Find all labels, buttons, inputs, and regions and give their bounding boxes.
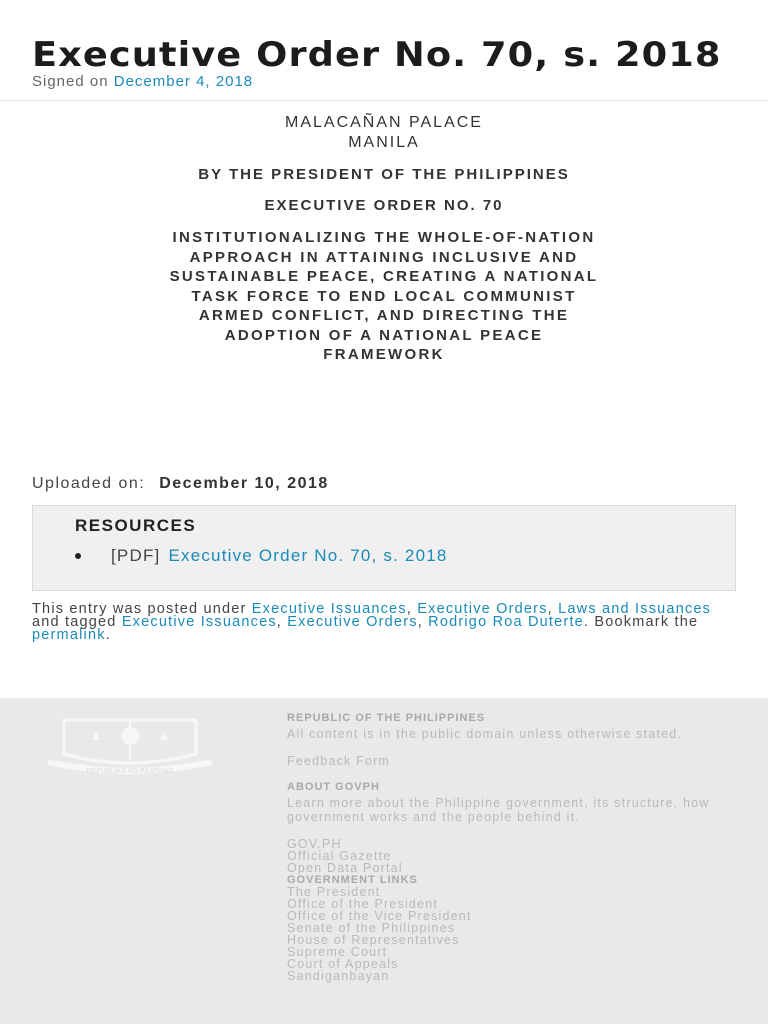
- tag-link[interactable]: Executive Issuances: [121, 613, 277, 630]
- uploaded-line: [0, 475, 768, 493]
- footer-links: [287, 712, 737, 982]
- footer-heading: REPUBLIC OF THE PHILIPPINES: [287, 712, 486, 724]
- gov-link[interactable]: Supreme Court: [287, 945, 388, 959]
- gov-link[interactable]: Senate of the Philippines: [287, 921, 456, 935]
- about-text: Learn more about the Philippine government, its structure, how government works and the people behind it.: [287, 796, 710, 824]
- posted-text: and tagged: [32, 613, 117, 630]
- gov-link[interactable]: The President: [287, 885, 381, 899]
- gov-link[interactable]: Court of Appeals: [287, 957, 399, 971]
- posted-text: This entry was posted under: [32, 600, 247, 617]
- eo-number: EXECUTIVE ORDER NO. 70: [264, 197, 504, 214]
- footer-link[interactable]: Official Gazette: [287, 849, 392, 863]
- eo-title-line: APPROACH IN ATTAINING INCLUSIVE AND: [189, 248, 579, 266]
- category-link[interactable]: Laws and Issuances: [558, 600, 712, 617]
- resources-box: [32, 505, 736, 591]
- eo-title: [32, 228, 736, 365]
- category-link[interactable]: Executive Issuances: [251, 600, 407, 617]
- site-footer: [0, 698, 768, 1024]
- public-domain-text: All content is in the public domain unless otherwise stated.: [287, 727, 683, 741]
- page-title: Executive Order No. 70, s. 2018: [32, 35, 722, 75]
- posted-text: . Bookmark the: [583, 613, 699, 630]
- signed-line: [32, 73, 736, 90]
- philippine-seal-icon: [46, 714, 214, 776]
- separator: .: [105, 626, 111, 643]
- footer-heading: ABOUT GOVPH: [287, 781, 380, 793]
- separator: ,: [547, 600, 553, 617]
- resource-item: [75, 546, 693, 566]
- feedback-link[interactable]: Feedback Form: [287, 754, 391, 768]
- footer-heading: GOVERNMENT LINKS: [287, 874, 418, 886]
- eo-title-line: INSTITUTIONALIZING THE WHOLE-OF-NATION: [172, 229, 596, 246]
- gov-link[interactable]: Office of the President: [287, 897, 439, 911]
- gov-link[interactable]: House of Representatives: [287, 933, 460, 947]
- resource-pdf-link[interactable]: Executive Order No. 70, s. 2018: [168, 545, 448, 565]
- post-meta: [0, 600, 768, 643]
- separator: ,: [417, 613, 423, 630]
- gov-link[interactable]: Sandiganbayan: [287, 969, 390, 983]
- eo-title-line: SUSTAINABLE PEACE, CREATING A NATIONAL: [169, 268, 599, 285]
- footer-link[interactable]: Open Data Portal: [287, 861, 403, 875]
- page-header: [0, 0, 768, 101]
- seal-text: REPUBLIKA NG PILIPINAS: [86, 768, 174, 775]
- tag-link[interactable]: Rodrigo Roa Duterte: [428, 613, 584, 630]
- category-link[interactable]: Executive Orders: [417, 600, 548, 617]
- eo-title-line: TASK FORCE TO END LOCAL COMMUNIST: [191, 287, 577, 305]
- tag-link[interactable]: Executive Orders: [287, 613, 418, 630]
- gov-link[interactable]: Office of the Vice President: [287, 909, 472, 923]
- footer-link[interactable]: GOV.PH: [287, 837, 342, 851]
- separator: ,: [276, 613, 283, 630]
- uploaded-date: December 10, 2018: [159, 474, 329, 492]
- resource-type: [PDF]: [111, 545, 161, 565]
- uploaded-label: Uploaded on:: [32, 474, 146, 492]
- eo-title-line: FRAMEWORK: [323, 346, 445, 363]
- permalink-link[interactable]: permalink: [32, 626, 106, 643]
- document-body: [0, 101, 768, 365]
- signed-date-link[interactable]: December 4, 2018: [113, 73, 254, 90]
- bullet-icon: [75, 553, 81, 559]
- eo-title-line: ADOPTION OF A NATIONAL PEACE: [224, 326, 544, 344]
- by-line: BY THE PRESIDENT OF THE PHILIPPINES: [198, 166, 570, 183]
- separator: ,: [406, 600, 413, 617]
- resources-heading: RESOURCES: [75, 515, 197, 535]
- palace-name: MALACAÑAN PALACE: [285, 114, 483, 131]
- signed-prefix: Signed on: [32, 73, 109, 90]
- eo-title-line: ARMED CONFLICT, AND DIRECTING THE: [198, 307, 570, 324]
- city-name: MANILA: [348, 134, 420, 151]
